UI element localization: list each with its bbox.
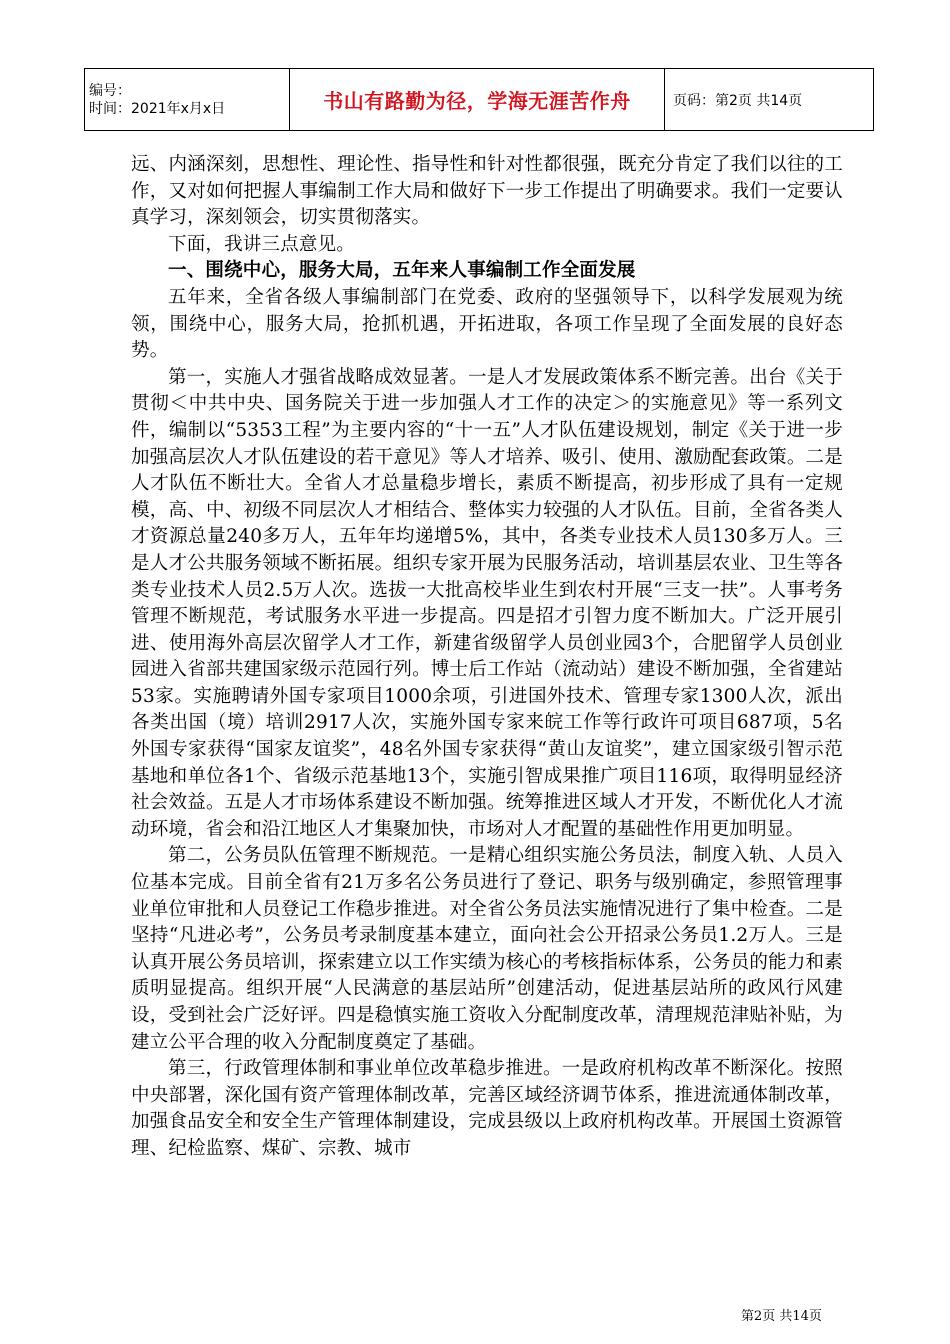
document-body [131,152,843,1163]
header-meta-cell [85,69,290,131]
header-motto: 书山有路勤为径，学海无涯苦作舟 [290,69,665,131]
paragraph-admin-reform: 第三，行政管理体制和事业单位改革稳步推进。一是政府机构改革不断深化。按照中央部署，深化国有资产管理体制改革，完善区域经济调节体系，推进流通体制改革，加强食品安全和安全生产管理体制建设，完成县级以上政府机构改革。开展国土资源管理、纪检监察、煤矿、宗教、城市 [131,1058,843,1159]
header-page-number: 页码：第2页 共14页 [665,69,874,131]
paragraph-continuation: 远、内涵深刻，思想性、理论性、指导性和针对性都很强，既充分肯定了我们以往的工作，又对如何把握人事编制工作大局和做好下一步工作提出了明确要求。我们一定要认真学习，深刻领会，切实贯彻落实。 [131,154,843,229]
page-footer: 第2页 共14页 [741,1309,822,1324]
date-label: 时间：2021年x月x日 [89,100,226,117]
paragraph-overview: 五年来，全省各级人事编制部门在党委、政府的坚强领导下，以科学发展观为统领，围绕中心，服务大局，抢抓机遇，开拓进取，各项工作呈现了全面发展的良好态势。 [131,286,843,362]
serial-number-label: 编号： [89,82,131,99]
section-heading: 一、围绕中心，服务大局，五年来人事编制工作全面发展 [168,260,636,282]
page-header [84,68,874,131]
paragraph-talent-strategy: 第一，实施人才强省战略成效显著。一是人才发展政策体系不断完善。出台《关于贯彻＜中共中央、国务院关于进一步加强人才工作的决定＞的实施意见》等一系列文件，编制以“5353工程”为主要内容的“十一五”人才队伍建设规划，制定《关于进一步加强高层次人才队伍建设的若干意见》等人才培养、吸引、使用、激励配套政策。二是人才队伍不断壮大。全省人才总量稳步增长，素质不断提高，初步形成了具有一定规模，高、中、初级不同层次人才相结合、整体实力较强的人才队伍。目前，全省各类人才资源总量240多万人，五年年均递增5%，其中，各类专业技术人员130多万人。三是人才公共服务领域不断拓展。组织专家开展为民服务活动，培训基层农业、卫生等各类专业技术人员2.5万人次。选拔一大批高校毕业生到农村开展“三支一扶”。人事考务管理不断规范，考试服务水平进一步提高。四是招才引智力度不断加大。广泛开展引进、使用海外高层次留学人才工作，新建省级留学人员创业园3个，合肥留学人员创业园进入省部共建国家级示范园行列。博士后工作站（流动站）建设不断加强，全省建站53家。实施聘请外国专家项目1000余项，引进国外技术、管理专家1300人次，派出各类出国（境）培训2917人次，实施外国专家来皖工作等行政许可项目687项，5名外国专家获得“国家友谊奖”，48名外国专家获得“黄山友谊奖”，建立国家级引智示范基地和单位各1个、省级示范基地13个，实施引智成果推广项目116项，取得明显经济社会效益。五是人才市场体系建设不断加强。统筹推进区域人才开发，不断优化人才流动环境，省会和沿江地区人才集聚加快，市场对人才配置的基础性作用更加明显。 [131,366,843,840]
paragraph-civil-servants: 第二，公务员队伍管理不断规范。一是精心组织实施公务员法，制度入轨、人员入位基本完成。目前全省有21万多名公务员进行了登记、职务与级别确定，参照管理事业单位审批和人员登记工作稳步推进。对全省公务员法实施情况进行了集中检查。二是坚持“凡进必考”，公务员考录制度基本建立，面向社会公开招录公务员1.2万人。三是认真开展公务员培训，探索建立以工作实绩为核心的考核指标体系，公务员的能力和素质明显提高。组织开展“人民满意的基层站所”创建活动，促进基层站所的政风行风建设，受到社会广泛好评。四是稳慎实施工资收入分配制度改革，清理规范津贴补贴，为建立公平合理的收入分配制度奠定了基础。 [131,845,843,1053]
paragraph-intro: 下面，我讲三点意见。 [168,233,356,255]
